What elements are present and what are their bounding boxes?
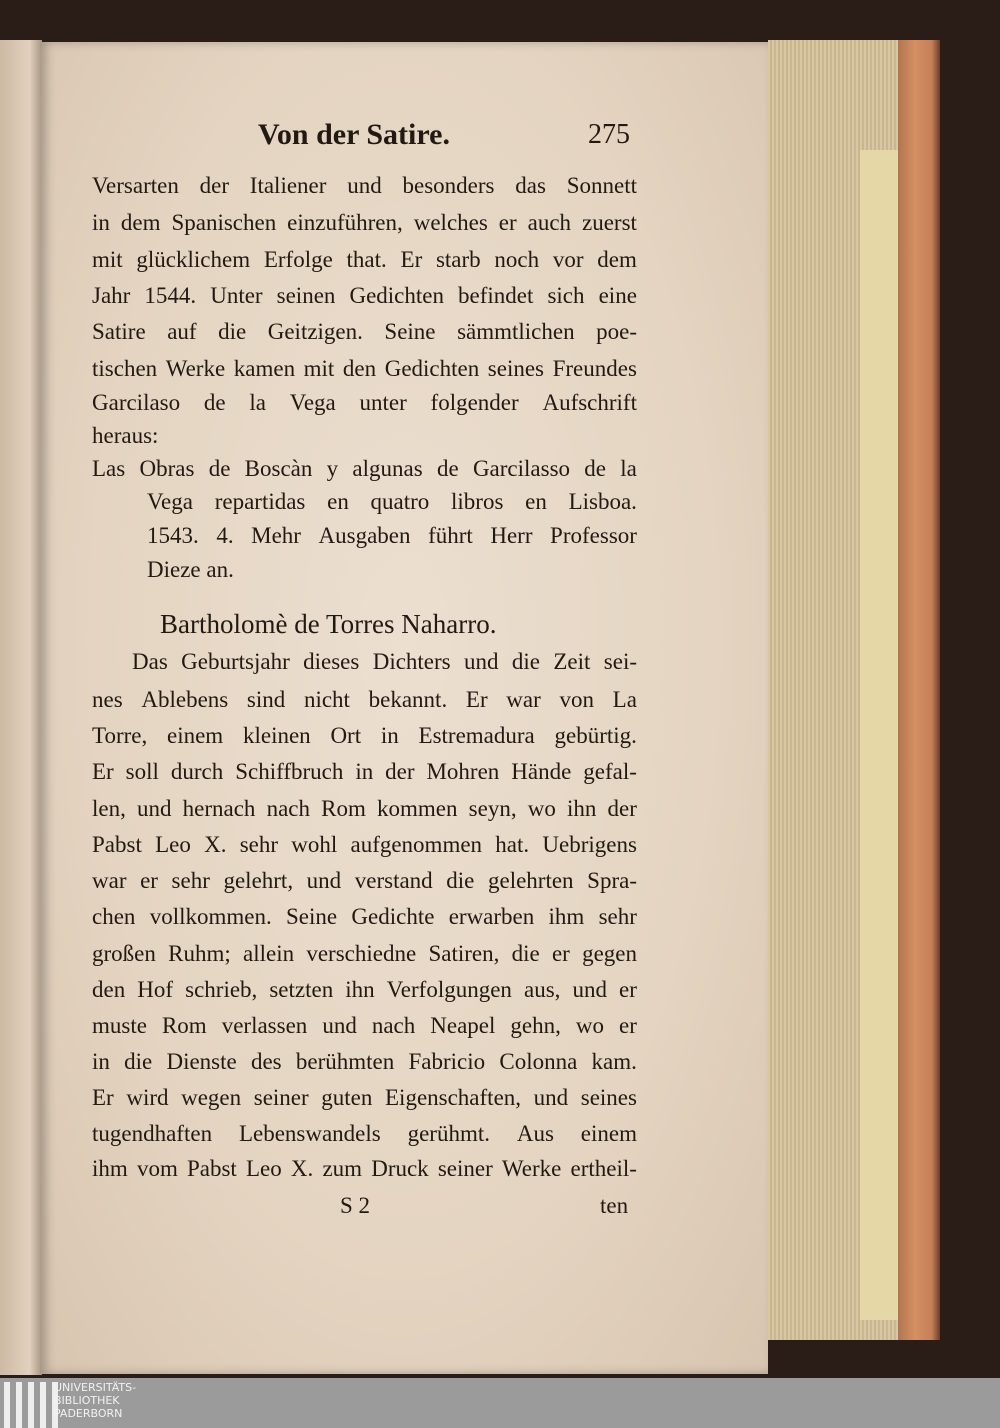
word: vom: [136, 1156, 178, 1181]
word: setzten: [269, 977, 334, 1002]
word: seiner: [253, 1085, 309, 1110]
word: ihm: [92, 1156, 128, 1181]
word: Aus: [516, 1121, 554, 1146]
word: Hände: [511, 759, 572, 784]
word: verstand: [354, 868, 433, 893]
word: hat.: [495, 832, 530, 857]
word: X.: [204, 832, 227, 857]
word: Er: [400, 247, 423, 272]
word: Colonna: [499, 1049, 578, 1074]
word: Dienste: [166, 1049, 237, 1074]
word: dem: [597, 247, 637, 272]
word: gefal-: [583, 759, 637, 784]
word: ihn: [566, 796, 597, 821]
word: Uebrigens: [542, 832, 637, 857]
word: in: [92, 1049, 110, 1074]
word: Zeit: [553, 649, 591, 674]
word: nach: [266, 796, 310, 821]
word: und: [533, 1085, 569, 1110]
word: und: [322, 1013, 357, 1038]
text-line: [92, 422, 158, 450]
word: Mohren: [426, 759, 500, 784]
text-line: [92, 758, 637, 786]
library-logo-icon: [4, 1382, 58, 1428]
word: quatro: [370, 489, 430, 514]
word: sehr: [598, 904, 637, 929]
word: Ausgaben: [318, 523, 411, 548]
word: gerühmt.: [407, 1121, 490, 1146]
text-line: [92, 940, 637, 968]
text-line: [147, 488, 637, 516]
word: schrieb,: [185, 977, 258, 1002]
word: Pabst: [186, 1156, 237, 1181]
word: Leo: [155, 832, 191, 857]
word: seyn,: [468, 796, 517, 821]
word: Ruhm;: [168, 941, 231, 966]
word: gebürtig.: [554, 723, 637, 748]
word: gegen: [582, 941, 637, 966]
text-line: [92, 1084, 637, 1112]
word: verlassen: [221, 1013, 308, 1038]
word: Lebenswandels: [238, 1121, 381, 1146]
word: er: [619, 977, 637, 1002]
text-line: [92, 1120, 637, 1148]
word: la: [620, 456, 637, 481]
word: Professor: [550, 523, 637, 548]
word: Werke: [165, 356, 226, 381]
logo-line-3: PADERBORN: [54, 1407, 123, 1420]
word: und: [464, 649, 499, 674]
word: libros: [451, 489, 504, 514]
word: einzuführen,: [287, 210, 403, 235]
word: Ablebens: [141, 687, 229, 712]
word: des: [250, 1049, 282, 1074]
text-line: [92, 455, 637, 483]
word: en: [327, 489, 349, 514]
text-line: [147, 556, 234, 584]
text-line: [92, 686, 637, 714]
word: Er: [92, 1085, 114, 1110]
word: de: [436, 456, 459, 481]
word: verschiedne: [306, 941, 417, 966]
word: Torre,: [92, 723, 148, 748]
word: Lisboa.: [568, 489, 637, 514]
text-line: [92, 318, 637, 346]
word: Dichters: [372, 649, 451, 674]
word: sich: [547, 283, 585, 308]
word: zuerst: [582, 210, 637, 235]
word: X.: [290, 1156, 314, 1181]
word: seines: [580, 1085, 637, 1110]
word: starb: [435, 247, 481, 272]
page-number: 275: [588, 119, 630, 150]
word: Geitzigen.: [267, 319, 363, 344]
word: Jahr: [92, 283, 131, 308]
text-line: [92, 831, 637, 859]
word: unter: [359, 390, 407, 415]
word: hernach: [182, 796, 256, 821]
word: die: [218, 319, 247, 344]
word: seines: [487, 356, 545, 381]
word: that.: [346, 247, 387, 272]
word: Schiffbruch: [235, 759, 344, 784]
word: Herr: [490, 523, 533, 548]
word: Spra-: [587, 868, 637, 893]
word: soll: [125, 759, 159, 784]
word: auch: [527, 210, 572, 235]
text-line: [92, 1155, 637, 1183]
word: durch: [170, 759, 224, 784]
book-cover: [898, 40, 940, 1340]
logo-line-1: UNIVERSITÄTS-: [54, 1381, 137, 1394]
word: Vega: [289, 390, 336, 415]
word: und: [137, 796, 172, 821]
text-line: [92, 389, 637, 417]
word: Rom: [161, 1013, 207, 1038]
word: chen: [92, 904, 136, 929]
word: ihm: [548, 904, 585, 929]
word: Rom: [321, 796, 366, 821]
word: aufgenommen: [350, 832, 483, 857]
text-line: [92, 795, 637, 823]
word: er: [140, 868, 158, 893]
word: Seine: [384, 319, 436, 344]
word: war: [506, 687, 541, 712]
word: 1544.: [144, 283, 197, 308]
word: und: [347, 173, 382, 198]
word: Sonnett: [566, 173, 637, 198]
word: Freundes: [552, 356, 637, 381]
word: Mehr: [251, 523, 301, 548]
word: la: [249, 390, 266, 415]
text-line: [92, 1012, 637, 1040]
text-line: [92, 867, 637, 895]
text-line: [92, 722, 637, 750]
word: gehn,: [510, 1013, 561, 1038]
catchword: ten: [600, 1193, 629, 1218]
word: ertheil-: [570, 1156, 637, 1181]
word: Seine: [286, 904, 338, 929]
word: bekannt.: [368, 687, 448, 712]
word: der: [385, 759, 415, 784]
word: gelehrt,: [223, 868, 294, 893]
word: auf: [167, 319, 197, 344]
text-line: [92, 246, 637, 274]
word: von: [559, 687, 594, 712]
library-logo-text: [54, 1381, 136, 1420]
word: Werke: [501, 1156, 562, 1181]
word: wird: [126, 1085, 169, 1110]
word: kommen: [377, 796, 458, 821]
text-line-content: heraus:: [92, 423, 159, 448]
word: Estremadura: [418, 723, 535, 748]
word: de: [203, 390, 226, 415]
section-heading: Bartholomè de Torres Naharro.: [160, 609, 497, 639]
word: glücklichem: [136, 247, 251, 272]
word: de: [584, 456, 606, 481]
page-block-inner: [860, 150, 900, 1320]
word: y: [326, 456, 339, 481]
text-line: [147, 522, 637, 550]
word: Er: [92, 759, 114, 784]
word: gelehrten: [487, 868, 574, 893]
word: eine: [598, 283, 637, 308]
word: sehr: [171, 868, 210, 893]
word: wo: [527, 796, 556, 821]
word: welches: [413, 210, 488, 235]
word: Satiren,: [428, 941, 500, 966]
word: kamen: [233, 356, 296, 381]
word: in: [355, 759, 374, 784]
word: die: [511, 941, 540, 966]
word: kleinen: [242, 723, 311, 748]
word: die: [511, 649, 540, 674]
word: 4.: [216, 523, 234, 548]
word: Das: [132, 649, 168, 674]
logo-line-2: BIBLIOTHEK: [54, 1394, 120, 1407]
word: Hof: [137, 977, 174, 1002]
word: Obras: [139, 456, 195, 481]
text-line: [132, 648, 637, 676]
word: Boscàn: [244, 456, 313, 481]
word: sind: [246, 687, 286, 712]
word: en: [525, 489, 547, 514]
word: dieses: [303, 649, 360, 674]
library-footer-bar: [0, 1378, 1000, 1428]
word: wohl: [291, 832, 338, 857]
word: den: [342, 356, 377, 381]
word: führt: [428, 523, 473, 548]
word: guten: [321, 1085, 373, 1110]
word: Neapel: [430, 1013, 496, 1038]
word: noch: [494, 247, 540, 272]
text-line: [92, 209, 637, 237]
word: berühmten: [295, 1049, 395, 1074]
word: Satire: [92, 319, 146, 344]
word: wegen: [181, 1085, 242, 1110]
word: sehr: [239, 832, 279, 857]
word: zum: [322, 1156, 363, 1181]
word: ihn: [345, 977, 375, 1002]
text-line: [92, 282, 637, 310]
word: der: [607, 796, 637, 821]
word: aus,: [523, 977, 561, 1002]
word: nes: [92, 687, 123, 712]
text-line: [92, 976, 637, 1004]
word: Pabst: [92, 832, 142, 857]
word: der: [199, 173, 230, 198]
word: Verfolgungen: [386, 977, 512, 1002]
text-line: [92, 903, 637, 931]
word: Las: [92, 456, 126, 481]
word: großen: [92, 941, 156, 966]
text-line: [92, 1048, 637, 1076]
word: er: [619, 1013, 637, 1038]
word: repartidas: [214, 489, 306, 514]
word: in: [380, 723, 399, 748]
word: vollkommen.: [149, 904, 272, 929]
word: tugendhaften: [92, 1121, 213, 1146]
word: Gedichten: [349, 283, 444, 308]
word: Fabricio: [408, 1049, 486, 1074]
word: war: [92, 868, 127, 893]
word: tischen: [92, 356, 158, 381]
word: Garcilasso: [472, 456, 571, 481]
word: algunas: [352, 456, 423, 481]
word: in: [92, 210, 110, 235]
text-line: [92, 355, 637, 383]
word: Ort: [330, 723, 362, 748]
word: mit: [303, 356, 335, 381]
text-line: [92, 172, 637, 200]
word: einem: [167, 723, 224, 748]
word: Er: [465, 687, 488, 712]
word: er: [498, 210, 517, 235]
facing-page-edge: [0, 40, 42, 1375]
word: mit: [92, 247, 123, 272]
word: Versarten: [92, 173, 179, 198]
word: Druck: [371, 1156, 429, 1181]
word: kam.: [591, 1049, 637, 1074]
word: sei-: [603, 649, 637, 674]
word: vor: [552, 247, 584, 272]
word: Garcilaso: [92, 390, 181, 415]
word: Italiener: [249, 173, 327, 198]
word: La: [612, 687, 637, 712]
word: Gedichte: [351, 904, 435, 929]
word: sämmtlichen: [457, 319, 575, 344]
word: Unter: [210, 283, 263, 308]
word: Vega: [147, 489, 193, 514]
word: muste: [92, 1013, 147, 1038]
word: dem: [120, 210, 161, 235]
word: seiner: [437, 1156, 493, 1181]
word: und: [306, 868, 342, 893]
word: die: [124, 1049, 153, 1074]
word: Eigenschaften,: [385, 1085, 522, 1110]
word: Leo: [245, 1156, 282, 1181]
word: poe-: [596, 319, 637, 344]
word: folgender: [430, 390, 519, 415]
word: Spanischen: [171, 210, 277, 235]
word: len,: [92, 796, 126, 821]
word: befindet: [458, 283, 534, 308]
word: den: [92, 977, 126, 1002]
word: er: [551, 941, 570, 966]
word: 1543.: [147, 523, 199, 548]
word: einem: [580, 1121, 637, 1146]
word: das: [515, 173, 546, 198]
word: die: [446, 868, 475, 893]
word: Erfolge: [263, 247, 333, 272]
text-line-content: Dieze an.: [147, 557, 234, 582]
running-title: Von der Satire.: [258, 118, 450, 151]
word: erwarben: [448, 904, 535, 929]
word: nicht: [303, 687, 350, 712]
signature-mark: S 2: [340, 1193, 371, 1218]
word: de: [208, 456, 231, 481]
word: seinen: [276, 283, 336, 308]
word: Geburtsjahr: [181, 649, 290, 674]
word: und: [572, 977, 607, 1002]
word: besonders: [402, 173, 495, 198]
word: Aufschrift: [542, 390, 637, 415]
word: nach: [371, 1013, 416, 1038]
word: Gedichten: [384, 356, 480, 381]
word: wo: [575, 1013, 605, 1038]
word: allein: [243, 941, 295, 966]
